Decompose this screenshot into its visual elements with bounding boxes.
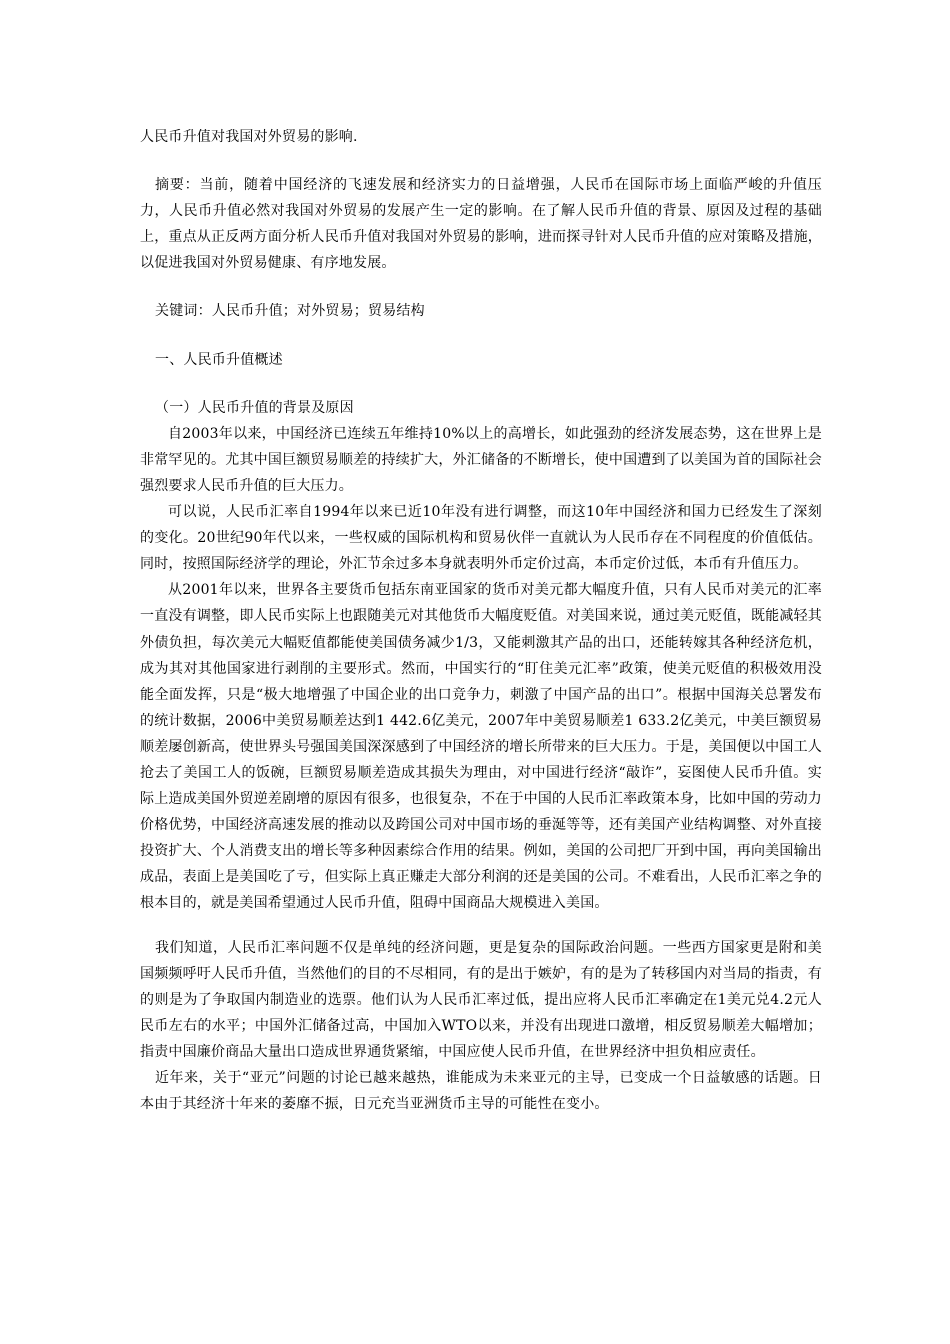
body-paragraph-3: 从2001年以来，世界各主要货币包括东南亚国家的货币对美元都大幅度升值，只有人民币对美元的汇率一直没有调整，即人民币实际上也跟随美元对其他货币大幅度贬值。对美国来说，通过美元贬值，既能减轻其外债负担，每次美元大幅贬值都能使美国债务减少1/3，又能刺激其产品的出口，还能转嫁其各种经济危机，成为其对其他国家进行剥削的主要形式。然而，中国实行的“盯住美元汇率”政策，使美元贬值的积极效用没能全面发挥，只是“极大地增强了中国企业的出口竞争力，刺激了中国产品的出口”。根据中国海关总署发布的统计数据，2006中美贸易顺差达到1 442.6亿美元，2007年中美贸易顺差1 633.2亿美元，中美巨额贸易顺差屡创新高，使世界头号强国美国深深感到了中国经济的增长所带来的巨大压力。于是，美国便以中国工人抢去了美国工人的饭碗，巨额贸易顺差造成其损失为理由，对中国进行经济“敲诈”，妄图使人民币升值。实际上造成美国外贸逆差剧增的原因有很多，也很复杂，不在于中国的人民币汇率政策本身，比如中国的劳动力价格优势，中国经济高速发展的推动以及跨国公司对中国市场的垂涎等等，还有美国产业结构调整、对外直接投资扩大、个人消费支出的增长等多种因素综合作用的结果。例如，美国的公司把厂开到中国，再向美国输出成品，表面上是美国吃了亏，但实际上真正赚走大部分利润的还是美国的公司。不难看出，人民币汇率之争的根本目的，就是美国希望通过人民币升值，阻碍中国商品大规模进入美国。	[140, 582, 822, 912]
body-paragraph-2: 可以说，人民币汇率自1994年以来已近10年没有进行调整，而这10年中国经济和国力已经发生了深刻的变化。20世纪90年代以来，一些权威的国际机构和贸易伙伴一直就认为人民币存在不同程度的价值低估。同时，按照国际经济学的理论，外汇节余过多本身就表明外币定价过高，本币定价过低，本币有升值压力。	[140, 504, 822, 573]
abstract-paragraph: 摘要：当前，随着中国经济的飞速发展和经济实力的日益增强，人民币在国际市场上面临严峻的升值压力，人民币升值必然对我国对外贸易的发展产生一定的影响。在了解人民币升值的背景、原因及过程的基础上，重点从正反两方面分析人民币升值对我国对外贸易的影响，进而探寻针对人民币升值的应对策略及措施，以促进我国对外贸易健康、有序地发展。	[140, 177, 822, 272]
document-title: 人民币升值对我国对外贸易的影响.	[140, 129, 358, 145]
spacer	[140, 917, 822, 935]
body-paragraph-1: 自2003年以来，中国经济已连续五年维持10%以上的高增长，如此强劲的经济发展态势，这在世界上是非常罕见的。尤其中国巨额贸易顺差的持续扩大，外汇储备的不断增长，使中国遭到了以美国为首的国际社会强烈要求人民币升值的巨大压力。	[140, 425, 822, 494]
spacer	[140, 150, 822, 172]
subsection-heading: （一）人民币升值的背景及原因	[155, 399, 354, 416]
body-paragraph-4: 我们知道，人民币汇率问题不仅是单纯的经济问题，更是复杂的国际政治问题。一些西方国家更是附和美国频频呼吁人民币升值，当然他们的目的不尽相同，有的是出于嫉妒，有的是为了转移国内对当局的指责，有的则是为了争取国内制造业的选票。他们认为人民币汇率过低，提出应将人民币汇率确定在1美元兑4.2元人民币左右的水平；中国外汇储备过高，中国加入WTO以来，并没有出现进口激增，相反贸易顺差大幅增加；指责中国廉价商品大量出口造成世界通货紧缩，中国应使人民币升值，在世界经济中担负相应责任。	[140, 939, 822, 1060]
keywords-line: 关键词：人民币升值；对外贸易；贸易结构	[155, 303, 425, 320]
body-paragraph-5: 近年来，关于“亚元”问题的讨论已越来越热，谁能成为未来亚元的主导，已变成一个日益敏感的话题。日本由于其经济十年来的萎靡不振，日元充当亚洲货币主导的可能性在变小。	[140, 1070, 822, 1113]
spacer	[140, 373, 822, 395]
spacer	[140, 276, 822, 298]
spacer	[140, 325, 822, 347]
document-page	[140, 124, 822, 1117]
section-heading: 一、人民币升值概述	[155, 351, 283, 368]
